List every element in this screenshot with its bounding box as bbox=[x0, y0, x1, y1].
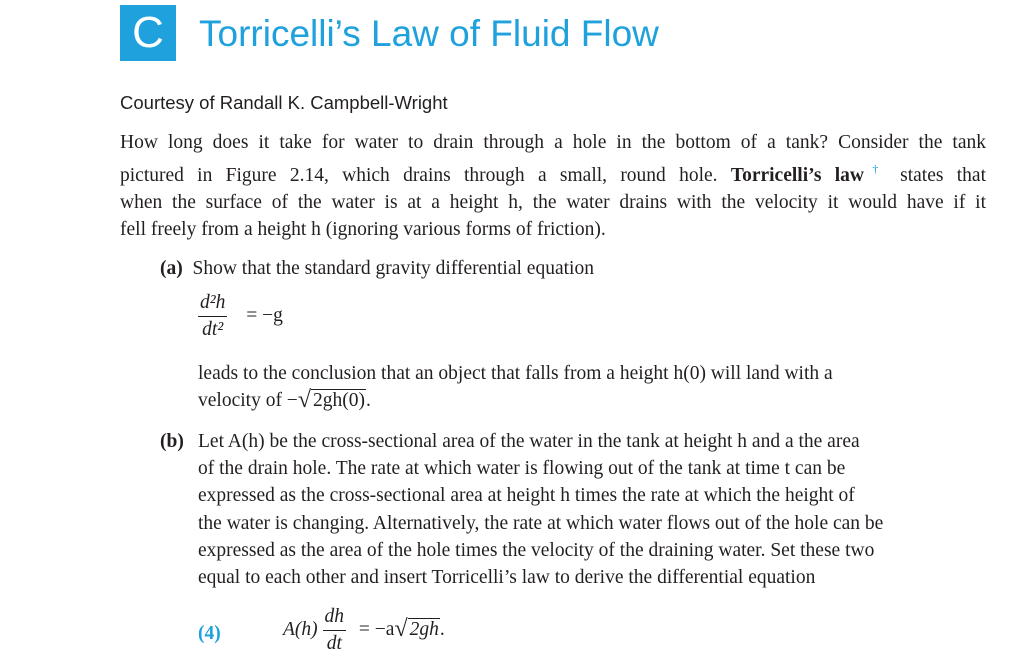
part-b-line: of the drain hole. The rate at which water is flowing out of the tank at time t can be bbox=[198, 458, 846, 479]
fraction-numerator: dh bbox=[323, 604, 347, 631]
part-a-heading bbox=[160, 255, 594, 282]
torricelli-law-term: Torricelli’s law bbox=[730, 165, 865, 186]
velocity-text: velocity of − bbox=[198, 390, 298, 411]
intro-line: fell freely from a height h (ignoring various forms of friction). bbox=[120, 219, 606, 240]
part-b-line: equal to each other and insert Torricelli’s law to derive the differential equation bbox=[198, 567, 816, 588]
section-badge: C bbox=[120, 5, 176, 61]
part-a-conclusion-line: leads to the conclusion that an object that falls from a height h(0) will land with a bbox=[198, 363, 833, 384]
equation-rhs: = −g bbox=[246, 304, 283, 326]
radical-sign: √ bbox=[297, 387, 311, 413]
fraction-numerator: d²h bbox=[198, 290, 227, 317]
intro-text: pictured in Figure 2.14, which drains through a small, round hole. bbox=[120, 165, 718, 186]
gravity-equation bbox=[198, 290, 283, 343]
fraction-denominator: dt bbox=[326, 633, 342, 654]
courtesy-line: Courtesy of Randall K. Campbell-Wright bbox=[120, 92, 448, 113]
intro-line: when the surface of the water is at a height h, the water drains with the velocity it would have if it bbox=[120, 192, 986, 213]
radical-sign: √ bbox=[394, 615, 408, 642]
equation-number: (4) bbox=[198, 623, 221, 644]
intro-text: states that bbox=[900, 165, 986, 186]
intro-paragraph bbox=[120, 129, 986, 243]
part-b-label: (b) bbox=[160, 431, 184, 452]
part-b-line: the water is changing. Alternatively, the rate at which water flows out of the hole can be bbox=[198, 513, 884, 534]
period: . bbox=[365, 390, 371, 411]
part-b-line: expressed as the area of the hole times the velocity of the draining water. Set these two bbox=[198, 540, 875, 561]
part-a-label: (a) bbox=[160, 258, 183, 279]
part-b-heading bbox=[160, 428, 184, 455]
second-derivative-fraction bbox=[198, 290, 227, 343]
dagger-footnote-marker[interactable]: † bbox=[864, 162, 887, 176]
area-function: A(h) bbox=[283, 618, 318, 640]
equation-rhs: = −a bbox=[358, 618, 395, 640]
equation-4-number bbox=[198, 620, 221, 647]
part-a-text: Show that the standard gravity differential equation bbox=[192, 258, 594, 279]
period: . bbox=[439, 618, 445, 640]
square-root bbox=[298, 387, 366, 414]
radicand: 2gh(0) bbox=[312, 390, 365, 411]
part-b-line: Let A(h) be the cross-sectional area of the water in the tank at height h and a the area bbox=[198, 431, 860, 452]
part-a-velocity-line bbox=[198, 387, 371, 414]
fraction-denominator: dt² bbox=[202, 319, 224, 340]
part-b-line: expressed as the cross-sectional area at height h times the rate at which the height of bbox=[198, 485, 855, 506]
dh-dt-fraction bbox=[323, 604, 347, 657]
intro-line bbox=[120, 156, 986, 189]
section-title: Torricelli’s Law of Fluid Flow bbox=[199, 13, 659, 54]
intro-line: How long does it take for water to drain through a hole in the bottom of a tank? Consider the tank bbox=[120, 132, 986, 153]
radicand: 2gh bbox=[409, 618, 439, 640]
square-root bbox=[394, 616, 439, 643]
equation-4 bbox=[283, 604, 445, 657]
